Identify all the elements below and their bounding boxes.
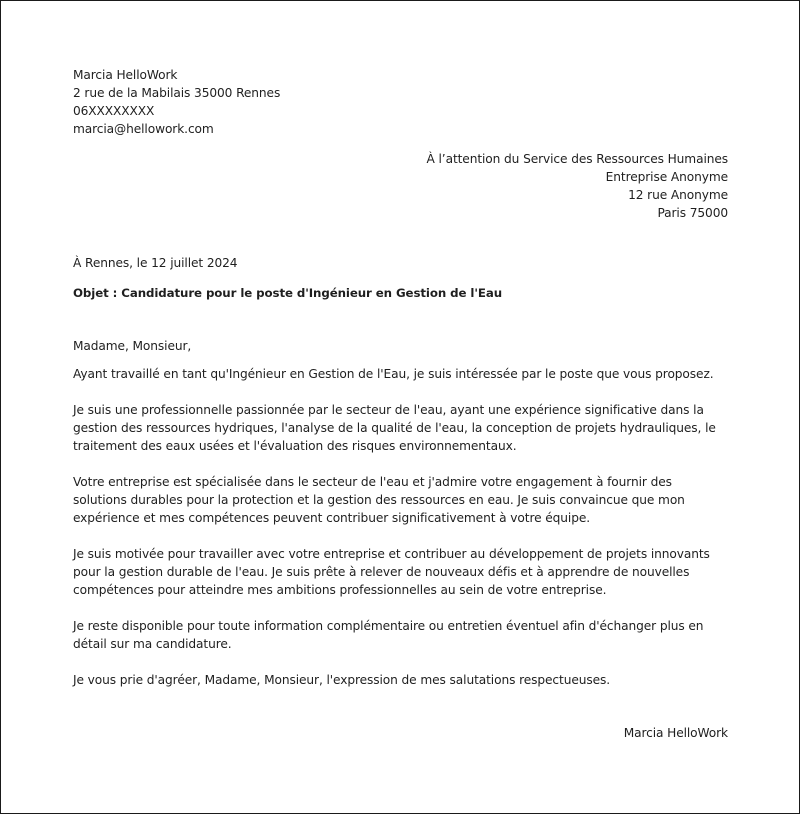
signature: Marcia HelloWork [623,726,728,740]
recipient-city: Paris 75000 [657,206,728,220]
sender-email: marcia@hellowork.com [73,122,214,136]
letter-body [73,66,728,742]
recipient-block [73,150,728,222]
sender-phone: 06XXXXXXXX [73,104,155,118]
paragraph-intro: Ayant travaillé en tant qu'Ingénieur en Gestion de l'Eau, je suis intéressée par le poste que vous proposez. [73,367,714,381]
paragraph-availability: Je reste disponible pour toute information complémentaire ou entretien éventuel afin d'échanger plus en détail sur ma candidature. [73,619,704,651]
paragraph-experience: Je suis une professionnelle passionnée par le secteur de l'eau, ayant une expérience significative dans la gestion des ressources hydriques, l'analyse de la qualité de l'eau, la conception de projets hydrauliques, le traitement des eaux usées et l'évaluation des risques environnementaux. [73,403,716,453]
date-line: À Rennes, le 12 juillet 2024 [73,256,238,270]
paragraph-company: Votre entreprise est spécialisée dans le secteur de l'eau et j'admire votre engagement à fournir des solutions durables pour la protection et la gestion des ressources en eau. Je suis convaincue que mon expérience et mes compétences peuvent contribuer significativement à votre équipe. [73,475,685,525]
recipient-company: Entreprise Anonyme [605,170,728,184]
sender-block [73,66,728,138]
sender-address: 2 rue de la Mabilais 35000 Rennes [73,86,281,100]
recipient-street: 12 rue Anonyme [628,188,728,202]
subject-line: Objet : Candidature pour le poste d'Ingénieur en Gestion de l'Eau [73,286,502,300]
paragraph-closing: Je vous prie d'agréer, Madame, Monsieur, l'expression de mes salutations respectueuses. [73,673,611,687]
greeting: Madame, Monsieur, [73,339,192,353]
sender-name: Marcia HelloWork [73,68,178,82]
recipient-attention: À l’attention du Service des Ressources Humaines [426,152,728,166]
paragraph-motivation: Je suis motivée pour travailler avec votre entreprise et contribuer au développement de projets innovants pour la gestion durable de l'eau. Je suis prête à relever de nouveaux défis et à apprendre de nouvelles compétences pour atteindre mes ambitions professionnelles au sein de votre entreprise. [73,547,710,597]
